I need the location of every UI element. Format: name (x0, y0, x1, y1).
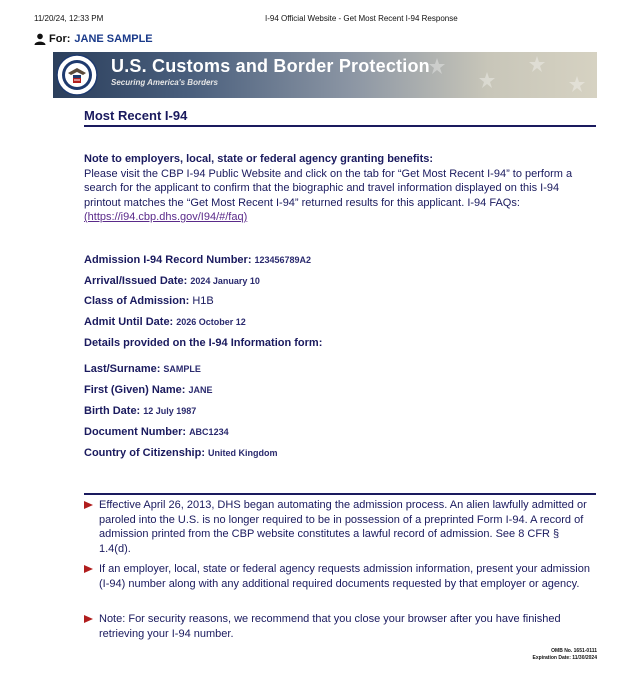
note-body: Please visit the CBP I-94 Public Website and click on the tab for “Get Most Recent I-94” to perform a search for the applicant to confirm that the biographic and travel information displayed on this I-94 printout matches the “Get Most Recent I-94” returned results for this applicant. I-94 FAQs: (84, 167, 573, 209)
arrival-date-row (84, 275, 260, 287)
info-divider (84, 493, 596, 495)
admit-until-value: 2026 October 12 (176, 317, 246, 327)
info-text: Note: For security reasons, we recommend that you close your browser after you have finished retrieving your I-94 number. (99, 613, 561, 640)
class-of-admission-value: H1B (192, 295, 214, 307)
info-item-security (84, 612, 594, 641)
bullet-arrow-icon (84, 501, 93, 509)
cbp-banner (53, 52, 597, 98)
omb-number: OMB No. 1651-0111 (551, 648, 597, 654)
for-line (34, 33, 153, 45)
user-icon (34, 33, 46, 45)
admission-number-row (84, 254, 311, 266)
last-name-label: Last/Surname: (84, 363, 161, 375)
arrival-date-value: 2024 January 10 (190, 276, 260, 286)
print-header (34, 14, 591, 26)
document-number-row (84, 426, 229, 438)
print-timestamp: 11/20/24, 12:33 PM (34, 14, 104, 23)
details-heading-text: Details provided on the I-94 Information form: (84, 337, 323, 349)
expiration-date: Expiration Date: 11/30/2024 (532, 655, 597, 661)
class-of-admission-row (84, 295, 214, 307)
last-name-value: SAMPLE (163, 364, 201, 374)
document-number-label: Document Number: (84, 426, 187, 438)
birth-date-value: 12 July 1987 (143, 406, 197, 416)
document-number-value: ABC1234 (189, 427, 229, 437)
info-item-automation (84, 498, 594, 556)
banner-title: U.S. Customs and Border Protection (111, 56, 430, 76)
employer-note (84, 152, 589, 225)
last-name-row (84, 363, 201, 375)
citizenship-label: Country of Citizenship: (84, 447, 205, 459)
birth-date-label: Birth Date: (84, 405, 141, 417)
banner-subtitle: Securing America's Borders (111, 78, 218, 87)
info-text: If an employer, local, state or federal agency requests admission information, present your admission (I-94) number along with any additional required documents requested by that employer or agency. (99, 563, 590, 590)
birth-date-row (84, 405, 196, 417)
dhs-seal-logo (56, 54, 98, 96)
print-page-title: I-94 Official Website - Get Most Recent I-94 Response (265, 14, 458, 23)
faq-link[interactable]: (https://i94.cbp.dhs.gov/I94/#/faq) (84, 211, 248, 223)
stars-decoration (417, 52, 597, 98)
first-name-label: First (Given) Name: (84, 384, 186, 396)
for-label: For: (49, 33, 71, 45)
first-name-row (84, 384, 212, 396)
class-of-admission-label: Class of Admission: (84, 295, 190, 307)
note-heading: Note to employers, local, state or federal agency granting benefits: (84, 153, 434, 165)
citizenship-row (84, 447, 278, 459)
bullet-arrow-icon (84, 565, 93, 573)
details-heading (84, 337, 322, 349)
omb-footer (533, 648, 597, 662)
citizenship-value: United Kingdom (208, 448, 278, 458)
arrival-date-label: Arrival/Issued Date: (84, 275, 188, 287)
admit-until-row (84, 316, 246, 328)
first-name-value: JANE (188, 385, 213, 395)
info-item-employer-request (84, 562, 594, 591)
admission-number-value: 123456789A2 (254, 255, 312, 265)
applicant-name: JANE SAMPLE (74, 33, 153, 45)
admission-number-label: Admission I-94 Record Number: (84, 254, 252, 266)
admit-until-label: Admit Until Date: (84, 316, 174, 328)
info-text: Effective April 26, 2013, DHS began automating the admission process. An alien lawfully admitted or paroled into the U.S. is no longer required to be in possession of a preprinted Form I-94. A record of admission printed from the CBP website constitutes a lawful record of admission. See 8 CFR § 1.4(d). (99, 499, 587, 555)
title-divider (84, 125, 596, 127)
page-title: Most Recent I-94 (84, 108, 188, 123)
bullet-arrow-icon (84, 615, 93, 623)
